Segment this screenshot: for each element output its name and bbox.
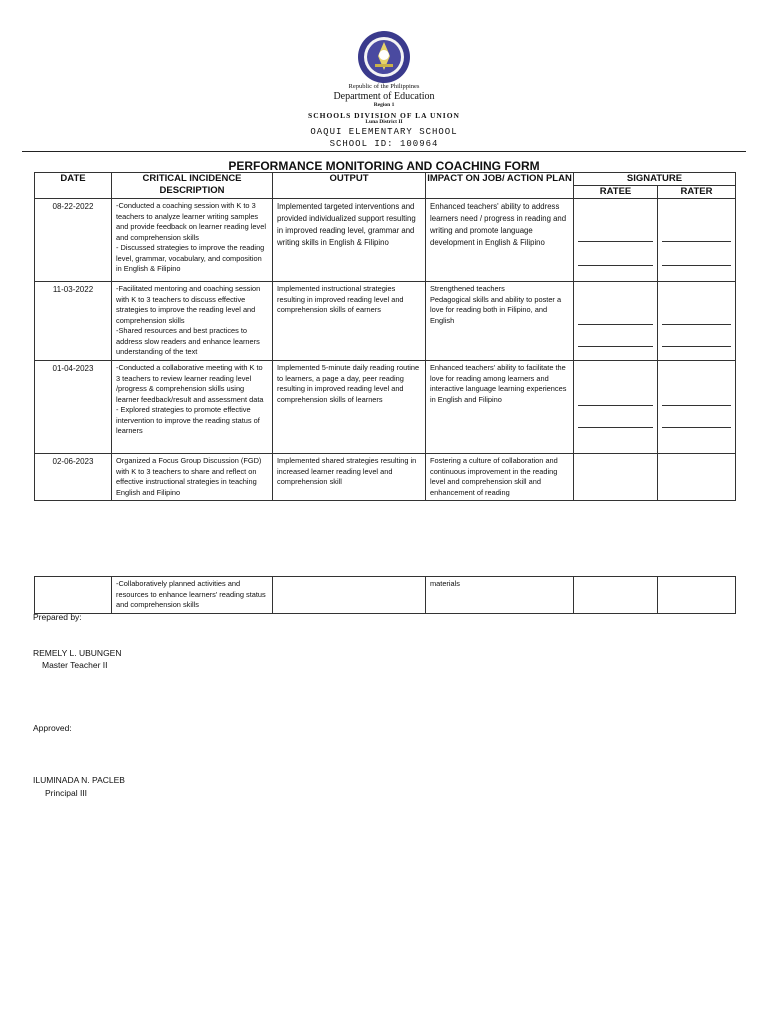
cont-critical: -Collaboratively planned activities and resources to enhance learners' reading status and comprehension skills xyxy=(112,577,273,614)
ratee-signature-line xyxy=(578,241,653,242)
row-output: Implemented targeted interventions and provided individualized support resulting in improved reading level, grammar and writing skills in English & Filipino xyxy=(273,199,426,282)
ratee-signature-line xyxy=(578,324,653,325)
header-signature: SIGNATURE xyxy=(574,173,736,186)
header-department: Department of Education xyxy=(333,91,435,102)
header-date: DATE xyxy=(35,173,112,199)
row-critical: Organized a Focus Group Discussion (FGD) with K to 3 teachers to share and reflect on effective instructional strategies in teaching English and Filipino xyxy=(112,454,273,501)
table-row xyxy=(35,361,736,454)
ratee-signature-cell xyxy=(574,577,658,614)
header-rater: RATER xyxy=(658,186,736,199)
approved-label: Approved: xyxy=(33,723,72,733)
table-row xyxy=(35,282,736,361)
row-date: 02-06-2023 xyxy=(35,454,112,501)
rater-signature-line xyxy=(662,265,731,266)
row-output: Implemented shared strategies resulting in increased learner reading level and comprehension skill xyxy=(273,454,426,501)
prepared-by-name: REMELY L. UBUNGEN xyxy=(33,648,122,658)
row-output: Implemented instructional strategies resulting in improved reading level and comprehension skills of earners xyxy=(273,282,426,361)
row-impact: Enhanced teachers' ability to address learners need / progress in reading and writing and promote language development in English & Filipino xyxy=(426,199,574,282)
row-impact: Fostering a culture of collaboration and continuous improvement in the reading level and comprehension skill and enhancement of reading xyxy=(426,454,574,501)
table-row xyxy=(35,577,736,614)
row-impact: Enhanced teachers' ability to facilitate the love for reading among learners and interactive language learning experiences in English and Filipino xyxy=(426,361,574,454)
header-division: SCHOOLS DIVISION OF LA UNION xyxy=(308,111,460,120)
row-date: 01-04-2023 xyxy=(35,361,112,454)
header-school-id: SCHOOL ID: 100964 xyxy=(329,139,439,149)
row-critical: -Conducted a coaching session with K to 3 teachers to analyze learner writing samples and provide feedback on learner reading level and comprehension skills - Discussed strategies to improve the reading level, grammar, vocabulary, and composition in English & Filipino xyxy=(112,199,273,282)
approved-title: Principal III xyxy=(45,788,88,798)
header-critical-line2: DESCRIPTION xyxy=(159,185,225,196)
monitoring-table xyxy=(34,172,736,501)
approved-name: ILUMINADA N. PACLEB xyxy=(33,775,125,785)
rater-signature-cell xyxy=(658,577,736,614)
rater-signature-line xyxy=(662,324,731,325)
row-critical: -Conducted a collaborative meeting with K to 3 teachers to review learner reading level /progress & comprehension skills using learner feedback/result and assessment data - Explored strategies to promote effective intervention to improve the reading status of learners xyxy=(112,361,273,454)
rater-signature-cell xyxy=(658,361,736,454)
rater-signature-cell xyxy=(658,199,736,282)
rater-signature-line xyxy=(662,427,731,428)
form-title: PERFORMANCE MONITORING AND COACHING FORM xyxy=(228,159,540,173)
rater-signature-cell xyxy=(658,454,736,501)
ratee-signature-cell xyxy=(574,282,658,361)
header-ratee: RATEE xyxy=(574,186,658,199)
ratee-signature-line xyxy=(578,265,653,266)
ratee-signature-line xyxy=(578,346,653,347)
ratee-signature-cell xyxy=(574,199,658,282)
rater-signature-cell xyxy=(658,282,736,361)
ratee-signature-cell xyxy=(574,361,658,454)
row-date: 08-22-2022 xyxy=(35,199,112,282)
cont-date-cell xyxy=(35,577,112,614)
deped-seal-logo xyxy=(357,30,411,84)
row-date: 11-03-2022 xyxy=(35,282,112,361)
ratee-signature-line xyxy=(578,405,653,406)
rater-signature-line xyxy=(662,405,731,406)
header-output: OUTPUT xyxy=(273,173,426,199)
header-school: OAQUI ELEMENTARY SCHOOL xyxy=(310,127,458,137)
row-critical: -Facilitated mentoring and coaching session with K to 3 teachers to discuss effective strategies to improve the reading level and comprehension skills -Shared resources and best practices to address slow readers and enhance learners understanding of the text xyxy=(112,282,273,361)
cont-impact: materials xyxy=(426,577,574,614)
header-republic: Republic of the Philippines xyxy=(348,83,420,90)
prepared-by-title: Master Teacher II xyxy=(42,660,108,670)
row-output: Implemented 5-minute daily reading routine to learners, a page a day, peer reading resulting in improved reading level and comprehension skills of learners xyxy=(273,361,426,454)
header-region: Region 1 xyxy=(373,102,395,108)
rater-signature-line xyxy=(662,346,731,347)
table-row xyxy=(35,454,736,501)
table-row xyxy=(35,199,736,282)
ratee-signature-cell xyxy=(574,454,658,501)
row-impact: Strengthened teachers Pedagogical skills and ability to poster a love for reading both in Filipino, and English xyxy=(426,282,574,361)
prepared-by-label: Prepared by: xyxy=(33,612,82,622)
header-critical-line1: CRITICAL INCIDENCE xyxy=(142,173,242,184)
header-district: Luna District II xyxy=(365,119,403,125)
ratee-signature-line xyxy=(578,427,653,428)
cont-output-cell xyxy=(273,577,426,614)
rater-signature-line xyxy=(662,241,731,242)
header-impact: IMPACT ON JOB/ ACTION PLAN xyxy=(426,173,574,199)
header-divider xyxy=(22,151,746,152)
continuation-table xyxy=(34,576,736,614)
header-critical-incidence xyxy=(112,173,273,199)
